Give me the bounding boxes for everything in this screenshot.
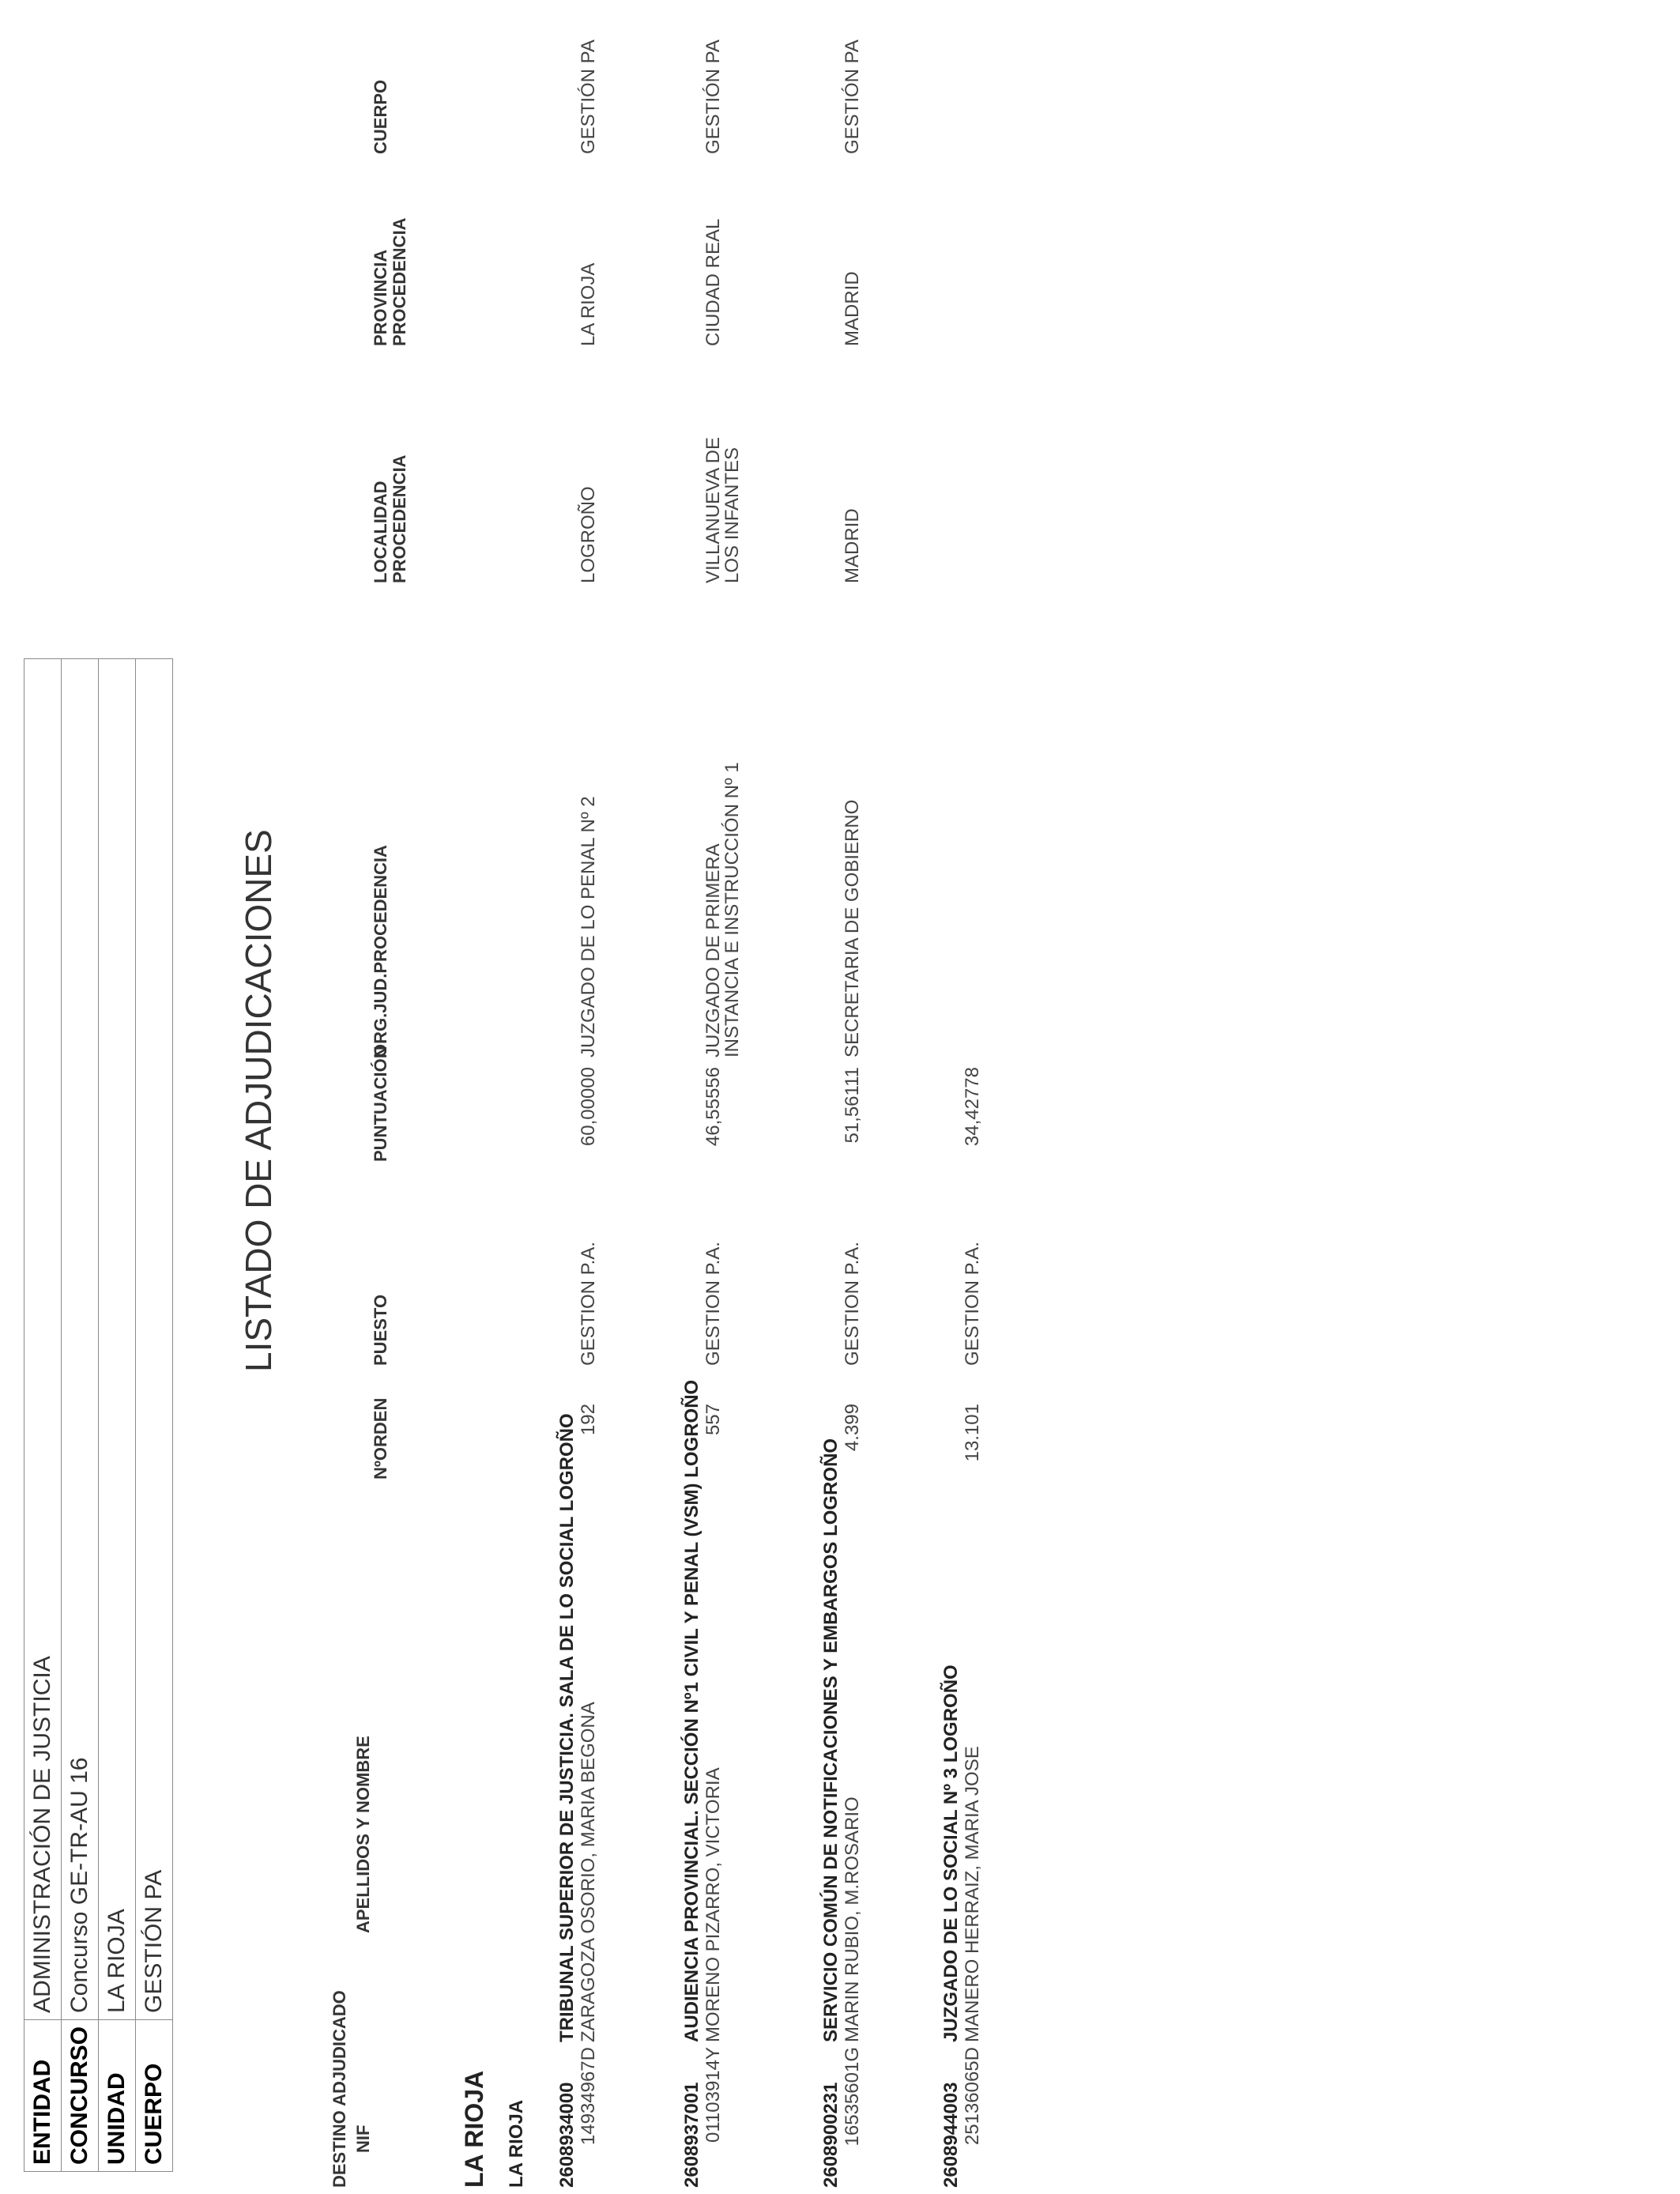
header-localidad-line2: PROCEDENCIA [390,454,409,583]
destino-name: JUZGADO DE LO SOCIAL Nº 3 LOGROÑO [940,1664,962,2042]
header-puesto: PUESTO [371,1294,390,1366]
org-jud-line1: SECRETARIA DE GOBIERNO [842,799,863,1057]
provincia: CIUDAD REAL [703,218,724,346]
org-jud-line1: JUZGADO DE PRIMERA [703,843,724,1057]
header-provincia-line2: PROCEDENCIA [390,217,409,346]
numero-orden: 557 [703,1404,724,1436]
header-destino-adjudicado: DESTINO ADJUDICADO [330,1990,349,2188]
entidad-label: ENTIDAD [24,2019,62,2171]
info-row-concurso [62,658,99,2171]
header-cuerpo: CUERPO [371,79,390,154]
apellidos-nombre: MANERO HERRAIZ, MARIA JOSE [962,1746,983,2042]
nif: 14934967D [578,2047,599,2146]
puesto: GESTION P.A. [842,1242,863,1366]
unidad-value: LA RIOJA [99,658,136,2019]
localidad-line2: LOS INFANTES [721,447,743,583]
header-puntuacion: PUNTUACIÓN [371,1046,390,1162]
numero-orden: 13.101 [962,1404,983,1462]
numero-orden: 192 [578,1404,599,1436]
apellidos-nombre: ZARAGOZA OSORIO, MARIA BEGONA [578,1702,599,2042]
page-title: LISTADO DE ADJUDICACIONES [238,829,279,1372]
concurso-value: Concurso GE-TR-AU 16 [62,658,99,2019]
destino-code: 2608900231 [820,2082,842,2188]
destino-code: 2608934000 [556,2082,578,2188]
provincia: MADRID [842,271,863,346]
destino-name: TRIBUNAL SUPERIOR DE JUSTICIA. SALA DE LO SOCIAL LOGROÑO [556,1413,578,2042]
destino-name: AUDIENCIA PROVINCIAL. SECCIÓN Nº1 CIVIL Y PENAL (VSM) LOGROÑO [681,1379,703,2042]
apellidos-nombre: MARIN RUBIO, M.ROSARIO [842,1796,863,2042]
region-title: LA RIOJA [460,2070,488,2188]
puntuacion: 46,55556 [703,1067,724,1147]
info-row-entidad [24,658,62,2171]
destino-code: 2608944003 [940,2082,962,2188]
puesto: GESTION P.A. [703,1242,724,1366]
puesto: GESTION P.A. [578,1242,599,1366]
numero-orden: 4.399 [842,1404,863,1452]
cuerpo-label: CUERPO [136,2019,173,2171]
header-orgjud: ORG.JUD.PROCEDENCIA [371,845,390,1057]
localidad-line1: VILLANUEVA DE [703,437,724,583]
org-jud-line1: JUZGADO DE LO PENAL Nº 2 [578,796,599,1057]
apellidos-nombre: MORENO PIZARRO, VICTORIA [703,1767,724,2042]
entidad-value: ADMINISTRACIÓN DE JUSTICIA [24,658,62,2019]
info-row-cuerpo [136,658,173,2171]
concurso-label: CONCURSO [62,2019,99,2171]
provincia: LA RIOJA [578,262,599,346]
header-info-table [24,658,173,2172]
header-localidad-line1: LOCALIDAD [371,481,390,583]
destino-name: SERVICIO COMÚN DE NOTIFICACIONES Y EMBARGOS LOGROÑO [820,1438,842,2042]
puesto: GESTION P.A. [962,1242,983,1366]
info-row-unidad [99,658,136,2171]
org-jud-line2: INSTANCIA E INSTRUCCIÓN Nº 1 [721,762,743,1057]
cuerpo: GESTIÓN PA [703,40,724,154]
nif: 16535601G [842,2047,863,2147]
localidad-line1: MADRID [842,508,863,583]
destino-code: 2608937001 [681,2082,703,2188]
unidad-label: UNIDAD [99,2019,136,2171]
nif: 25136065D [962,2047,983,2146]
header-apellidos: APELLIDOS Y NOMBRE [353,1736,373,1933]
localidad-line1: LOGROÑO [578,486,599,583]
header-nif: NIF [353,2124,373,2153]
header-norden: NºORDEN [371,1397,390,1480]
puntuacion: 34,42778 [962,1067,983,1147]
nif: 01103914Y [703,2047,724,2143]
subregion-title: LA RIOJA [506,2099,527,2188]
cuerpo-value: GESTIÓN PA [136,658,173,2019]
puntuacion: 60,00000 [578,1067,599,1147]
cuerpo: GESTIÓN PA [842,40,863,154]
header-provincia-line1: PROVINCIA [371,249,390,346]
puntuacion: 51,56111 [842,1067,863,1144]
cuerpo: GESTIÓN PA [578,40,599,154]
